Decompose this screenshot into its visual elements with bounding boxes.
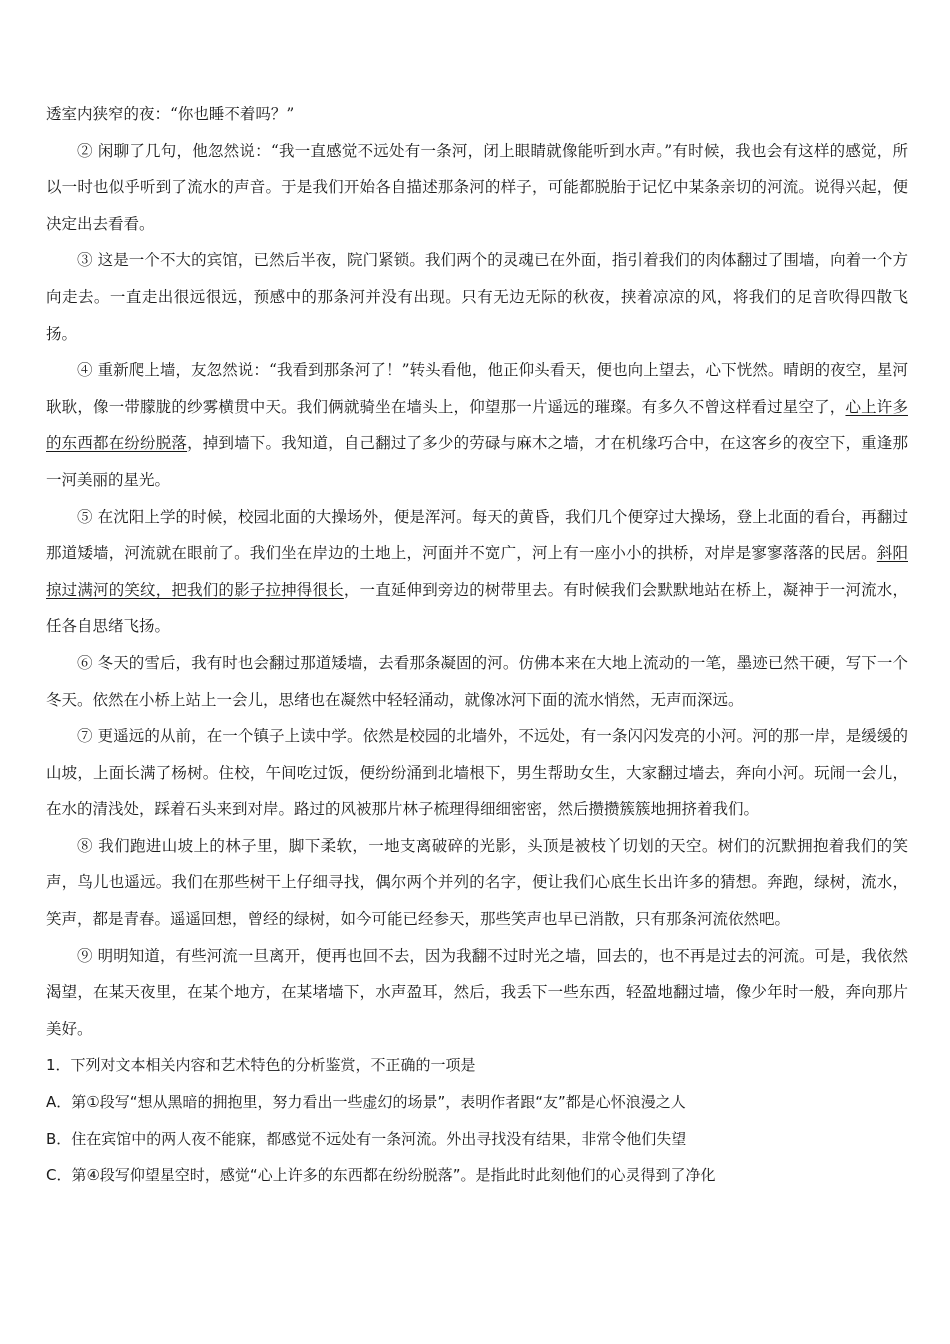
paragraph-number: ④ bbox=[77, 361, 93, 380]
paragraph-text: ，一直延伸到旁边的树带里去。有时候我们会默默地站在桥上，凝神于一河流水，任各自思绪飞扬。 bbox=[46, 580, 908, 636]
paragraph-number: ⑨ bbox=[77, 946, 93, 965]
paragraph-text: 更遥远的从前，在一个镇子上读中学。依然是校园的北墙外，不远处，有一条闪闪发亮的小河。河的那一岸，是缓缓的山坡，上面长满了杨树。住校，午间吃过饭，便纷纷涌到北墙根下，男生帮助女生，大家翻过墙去，奔向小河。玩闹一会儿，在水的清浅处，踩着石头来到对岸。路过的风被那片林子梳理得细细密密，然后攒攒簇簇地拥挤着我们。 bbox=[46, 727, 908, 819]
paragraph-text: 闲聊了几句，他忽然说：“我一直感觉不远处有一条河，闭上眼睛就像能听到水声。”有时候，我也会有这样的感觉，所以一时也似乎听到了流水的声音。于是我们开始各自描述那条河的样子，可能都脱胎于记忆中某条亲切的河流。说得兴起，便决定出去看看。 bbox=[46, 141, 908, 233]
paragraph-7 bbox=[46, 718, 908, 828]
paragraph-6 bbox=[46, 645, 908, 718]
paragraph-number: ⑦ bbox=[77, 727, 93, 746]
document-page bbox=[46, 96, 908, 1194]
lead-line: 透室内狭窄的夜：“你也睡不着吗？” bbox=[46, 105, 295, 123]
paragraph-9 bbox=[46, 938, 908, 1048]
underlined-phrase: 斜阳掠过满河的笑纹，把我们的影子拉抻得很长 bbox=[46, 544, 908, 599]
option-b: B．住在宾馆中的两人夜不能寐，都感觉不远处有一条河流。外出寻找没有结果，非常令他们失望 bbox=[46, 1129, 687, 1148]
paragraph-5 bbox=[46, 499, 908, 645]
paragraph-number: ⑧ bbox=[77, 836, 93, 855]
paragraph-text: 冬天的雪后，我有时也会翻过那道矮墙，去看那条凝固的河。仿佛本来在大地上流动的一笔，墨迹已然干硬，写下一个冬天。依然在小桥上站上一会儿，思绪也在凝然中轻轻涌动，就像冰河下面的流水悄然，无声而深远。 bbox=[46, 653, 908, 709]
paragraph-4 bbox=[46, 352, 908, 498]
paragraph-text: 明明知道，有些河流一旦离开，便再也回不去，因为我翻不过时光之墙，回去的，也不再是过去的河流。可是，我依然渴望，在某天夜里，在某个地方，在某堵墙下，水声盈耳，然后，我丢下一些东西，轻盈地翻过墙，像少年时一般，奔向那片美好。 bbox=[46, 946, 908, 1038]
paragraph-number: ② bbox=[77, 141, 93, 160]
paragraph-number: ⑤ bbox=[77, 507, 93, 526]
option-a: A．第①段写“想从黑暗的拥抱里，努力看出一些虚幻的场景”，表明作者跟“友”都是心怀浪漫之人 bbox=[46, 1093, 686, 1112]
paragraph-8 bbox=[46, 828, 908, 938]
paragraph-text: 在沈阳上学的时候，校园北面的大操场外，便是浑河。每天的黄昏，我们几个便穿过大操场，登上北面的看台，再翻过那道矮墙，河流就在眼前了。我们坐在岸边的土地上，河面并不宽广，河上有一座小小的拱桥，对岸是寥寥落落的民居。 bbox=[46, 507, 908, 563]
paragraph-text: 我们跑进山坡上的林子里，脚下柔软，一地支离破碎的光影，头顶是被枝丫切划的天空。树们的沉默拥抱着我们的笑声，鸟儿也遥远。我们在那些树干上仔细寻找，偶尔两个并列的名字，便让我们心底生长出许多的猜想。奔跑，绿树，流水，笑声，都是青春。遥遥回想，曾经的绿树，如今可能已经参天，那些笑声也早已消散，只有那条河流依然吧。 bbox=[46, 836, 908, 929]
paragraph-text: 这是一个不大的宾馆，已然后半夜，院门紧锁。我们两个的灵魂已在外面，指引着我们的肉体翻过了围墙，向着一个方向走去。一直走出很远很远，预感中的那条河并没有出现。只有无边无际的秋夜，挟着凉凉的风，将我们的足音吹得四散飞扬。 bbox=[46, 251, 908, 343]
paragraph-number: ③ bbox=[77, 251, 93, 270]
option-c: C．第④段写仰望星空时，感觉“心上许多的东西都在纷纷脱落”。是指此时此刻他们的心灵得到了净化 bbox=[46, 1166, 716, 1185]
paragraph-number: ⑥ bbox=[77, 653, 93, 672]
paragraph-text: ，掉到墙下。我知道，自己翻过了多少的劳碌与麻木之墙，才在机缘巧合中，在这客乡的夜空下，重逢那一河美丽的星光。 bbox=[46, 434, 908, 489]
question-stem: 1．下列对文本相关内容和艺术特色的分析鉴赏，不正确的一项是 bbox=[46, 1056, 476, 1075]
underlined-phrase: 心上许多的东西都在纷纷脱落 bbox=[46, 397, 908, 453]
paragraph-3 bbox=[46, 242, 908, 352]
paragraph-2 bbox=[46, 133, 908, 243]
paragraph-text: 重新爬上墙，友忽然说：“我看到那条河了！”转头看他，他正仰头看天，便也向上望去，心下恍然。晴朗的夜空，星河耿耿，像一带朦胧的纱雾横贯中天。我们俩就骑坐在墙头上，仰望那一片遥远的璀璨。有多久不曾这样看过星空了， bbox=[46, 361, 908, 416]
